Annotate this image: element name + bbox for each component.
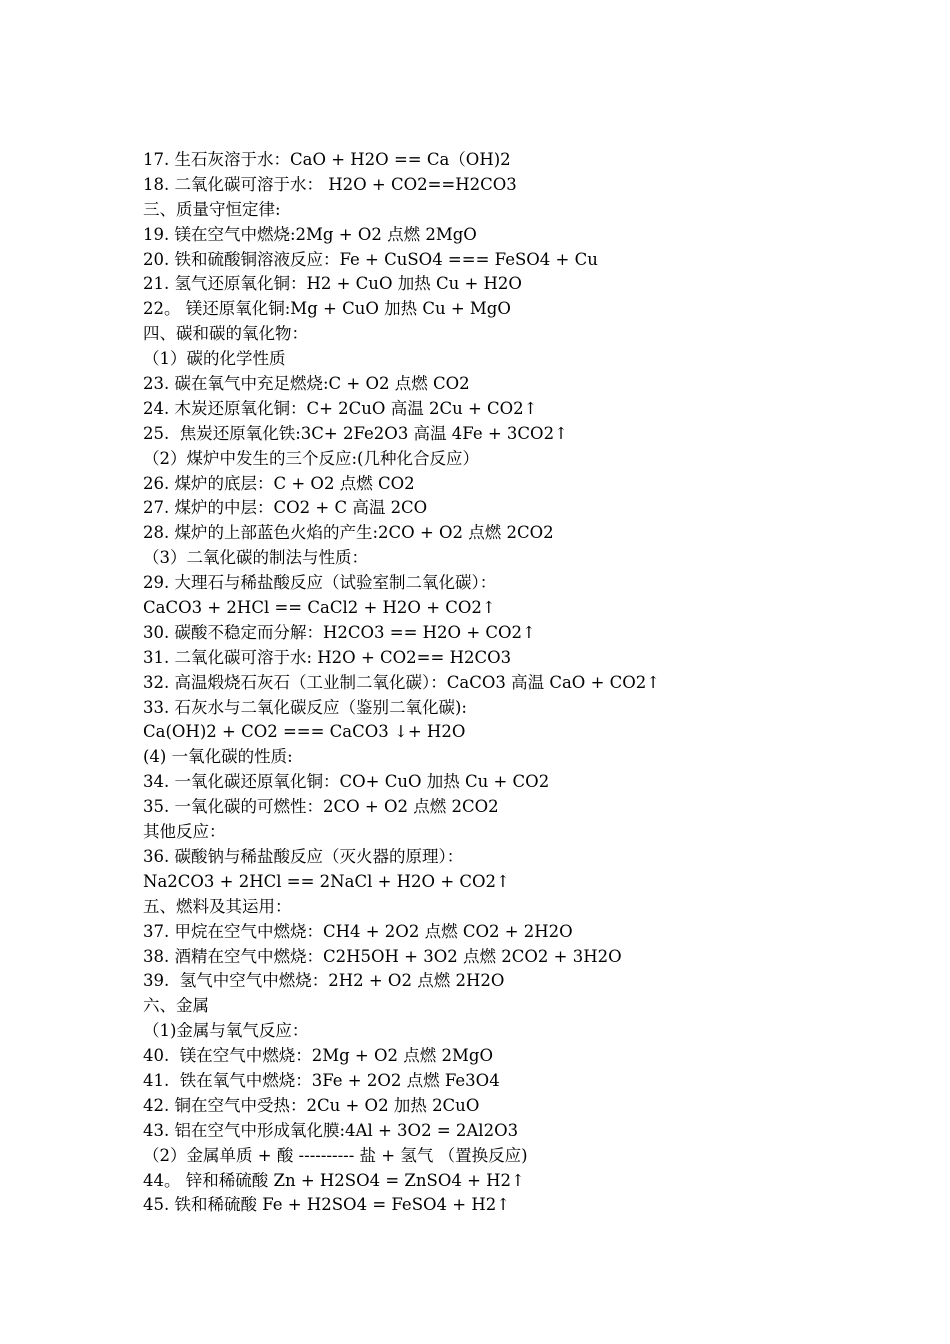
subsection-heading: （1)金属与氧气反应： bbox=[143, 1021, 309, 1041]
text-line: 35. 一氧化碳的可燃性：2CO + O2 点燃 2CO2 bbox=[143, 797, 499, 817]
text-line: 26. 煤炉的底层：C + O2 点燃 CO2 bbox=[143, 473, 415, 493]
text-line: 27. 煤炉的中层：CO2 + C 高温 2CO bbox=[143, 498, 428, 518]
document-body bbox=[143, 148, 903, 1218]
text-line: 21. 氢气还原氧化铜：H2 + CuO 加热 Cu + H2O bbox=[143, 274, 522, 294]
text-line: 41. 铁在氧气中燃烧：3Fe + 2O2 点燃 Fe3O4 bbox=[143, 1070, 500, 1090]
section-heading: 四、碳和碳的氧化物： bbox=[143, 324, 308, 344]
subsection-heading: （1）碳的化学性质 bbox=[143, 349, 286, 369]
text-line: 19. 镁在空气中燃烧:2Mg + O2 点燃 2MgO bbox=[143, 224, 477, 244]
text-line: 44。 锌和稀硫酸 Zn + H2SO4 = ZnSO4 + H2↑ bbox=[143, 1170, 525, 1190]
text-line: 22。 镁还原氧化铜:Mg + CuO 加热 Cu + MgO bbox=[143, 299, 511, 319]
subsection-heading: （2）金属单质 + 酸 ---------- 盐 + 氢气 （置换反应) bbox=[143, 1145, 528, 1165]
text-line: 24. 木炭还原氧化铜：C+ 2CuO 高温 2Cu + CO2↑ bbox=[143, 398, 538, 418]
text-line: Ca(OH)2 + CO2 === CaCO3 ↓+ H2O bbox=[143, 722, 466, 742]
text-line: 18. 二氧化碳可溶于水： H2O + CO2==H2CO3 bbox=[143, 174, 517, 194]
text-line: 23. 碳在氧气中充足燃烧:C + O2 点燃 CO2 bbox=[143, 374, 470, 394]
text-line: 20. 铁和硫酸铜溶液反应：Fe + CuSO4 === FeSO4 + Cu bbox=[143, 249, 598, 269]
text-line: 45. 铁和稀硫酸 Fe + H2SO4 = FeSO4 + H2↑ bbox=[143, 1195, 511, 1215]
text-line: 36. 碳酸钠与稀盐酸反应（灭火器的原理）： bbox=[143, 846, 464, 866]
text-line: 31. 二氧化碳可溶于水: H2O + CO2== H2CO3 bbox=[143, 647, 512, 667]
text-line: 33. 石灰水与二氧化碳反应（鉴别二氧化碳): bbox=[143, 697, 467, 717]
text-line: CaCO3 + 2HCl == CaCl2 + H2O + CO2↑ bbox=[143, 598, 496, 618]
text-line: 37. 甲烷在空气中燃烧：CH4 + 2O2 点燃 CO2 + 2H2O bbox=[143, 921, 573, 941]
text-line: 28. 煤炉的上部蓝色火焰的产生:2CO + O2 点燃 2CO2 bbox=[143, 523, 554, 543]
subsection-heading: (4) 一氧化碳的性质: bbox=[143, 747, 293, 767]
text-line: 40. 镁在空气中燃烧：2Mg + O2 点燃 2MgO bbox=[143, 1046, 493, 1066]
text-line: 30. 碳酸不稳定而分解：H2CO3 == H2O + CO2↑ bbox=[143, 622, 536, 642]
text-line: 43. 铝在空气中形成氧化膜:4Al + 3O2 = 2Al2O3 bbox=[143, 1120, 519, 1140]
text-line: 42. 铜在空气中受热：2Cu + O2 加热 2CuO bbox=[143, 1095, 480, 1115]
text-line: 29. 大理石与稀盐酸反应（试验室制二氧化碳）： bbox=[143, 573, 497, 593]
section-heading: 其他反应： bbox=[143, 822, 226, 842]
text-line: 38. 酒精在空气中燃烧：C2H5OH + 3O2 点燃 2CO2 + 3H2O bbox=[143, 946, 622, 966]
text-line: 25. 焦炭还原氧化铁:3C+ 2Fe2O3 高温 4Fe + 3CO2↑ bbox=[143, 423, 568, 443]
text-line: Na2CO3 + 2HCl == 2NaCl + H2O + CO2↑ bbox=[143, 871, 510, 891]
section-heading: 六、金属 bbox=[143, 996, 209, 1016]
subsection-heading: （2）煤炉中发生的三个反应:(几种化合反应） bbox=[143, 448, 479, 468]
text-line: 34. 一氧化碳还原氧化铜：CO+ CuO 加热 Cu + CO2 bbox=[143, 772, 550, 792]
text-line: 17. 生石灰溶于水：CaO + H2O == Ca（OH)2 bbox=[143, 150, 511, 169]
text-line: 39. 氢气中空气中燃烧：2H2 + O2 点燃 2H2O bbox=[143, 971, 505, 991]
subsection-heading: （3）二氧化碳的制法与性质： bbox=[143, 548, 368, 568]
text-line: 32. 高温煅烧石灰石（工业制二氧化碳）：CaCO3 高温 CaO + CO2↑ bbox=[143, 672, 661, 692]
section-heading: 五、燃料及其运用： bbox=[143, 896, 292, 916]
section-heading: 三、质量守恒定律: bbox=[143, 199, 281, 219]
